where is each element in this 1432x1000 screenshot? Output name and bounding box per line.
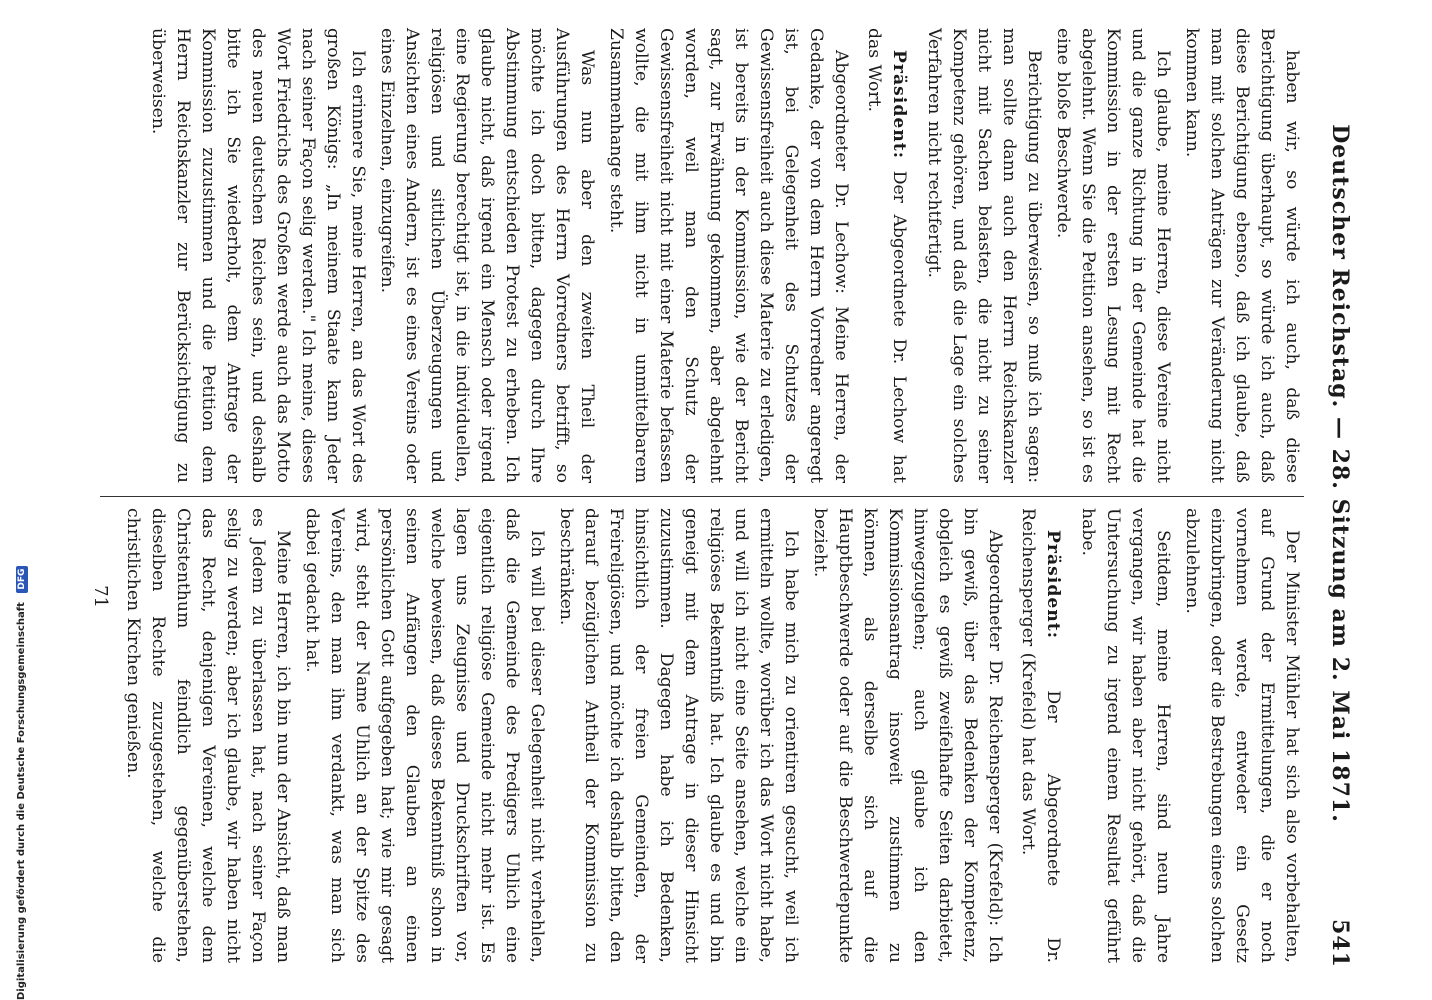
paragraph: Ich habe mich zu orientiren gesucht, weil ich ermitteln wollte, worüber ich das Wort nicht habe, und will ich nicht eine Seite ansehen, welche ein religiöses Bekenntniß hat. Ich glaube es und bin geneigt mit dem Antrage in dieser Hinsicht zuzustimmen. Dagegen habe ich Bedenken, hinsichtlich der freien Gemeinden, der Freireligiösen, und möchte ich deshalb bitten, den darauf bezüglichen Antheil der Kommission zu beschränken. (556, 508, 801, 963)
digitization-credit (16, 566, 28, 1000)
page-number: 541 (1327, 919, 1353, 968)
paragraph: Der Minister Mühler hat sich also vorbehalten, auf Grund der Ermittelungen, die er noch vornehmen werde, entweder ein Gesetz einzubringen, oder die Bestrebungen eines solchen abzulehnen. (1182, 508, 1302, 963)
speaker-line (1015, 508, 1065, 963)
paragraph: haben wir, so würde ich auch, daß diese Berichtigung überhaupt, so würde ich auch, daß diese Berichtigung ebenso, daß ich glaube, daß man mit solchen Anträgen zur Veränderung nicht kommen kann. (1182, 28, 1302, 483)
speaker-line (861, 28, 911, 483)
text-column-right (60, 508, 1304, 963)
paragraph: Berichtigung zu überweisen, so muß ich sagen: man sollte dann auch den Herrn Reichskanzler nicht mit Sachen belasten, die nicht zu seiner Kompetenz gehören, und daß die Lage ein solches Verfahren nicht rechtfertigt. (924, 28, 1044, 483)
signature-mark: 71 (90, 585, 111, 608)
column-divider (100, 496, 1304, 497)
paragraph: Ich will bei dieser Gelegenheit nicht verhehlen, daß die Gemeinde des Predigers Uhlich eine eigentlich religiöse Gemeinde nicht mehr ist. Es lagen uns Zeugnisse und Druckschriften vor, welche beweisen, daß dieses Bekenntniß schon in seinen Anfängen den Glauben an einen persönlichen Gott aufgegeben hat; wie mir gesagt wird, steht der Name Uhlich an der Spitze des Vereins, den man ihm verdankt, was man sich dabei gedacht hat. (302, 508, 547, 963)
speaker-name: Präsident: (1043, 530, 1063, 640)
paragraph: Abgeordneter Dr. Reichensperger (Krefeld): Ich bin gewiß, über das Bedenken der Kompetenz, obgleich es gewiß zweifelhafte Seiten darbietet, hinwegzugehen; auch glaube ich den Kommissionsantrag insoweit zustimmen zu können, als derselbe sich auf die Hauptbeschwerde oder auf die Beschwerdepunkte bezieht. (810, 508, 1005, 963)
speaker-text: Der Abgeordnete Dr. Lechow hat das Wort. (864, 28, 909, 483)
text-column-left (60, 28, 1304, 483)
paragraph: Meine Herren, ich bin nun der Ansicht, daß man es Jedem zu überlassen hat, nach seiner Façon selig zu werden; aber ich glaube, wir haben nicht das Recht, denjenigen Vereinen, welche dem Christenthum feindlich gegenüberstehen, dieselben Rechte zuzugestehen, welche die christlichen Kirchen genießen. (123, 508, 293, 963)
speaker-name: Präsident: (889, 50, 909, 160)
credit-text: Digitalisierung gefördert durch die Deutsche Forschungsgemeinschaft (16, 602, 27, 1000)
paragraph: Seitdem, meine Herren, sind neun Jahre vergangen, wir haben aber nicht gehört, daß die Untersuchung zu irgend einem Resultat geführt habe. (1078, 508, 1173, 963)
paragraph: Was nun aber den zweiten Theil der Ausführungen des Herrn Vorredners betrifft, so möchte ich doch bitten, dagegen durch Ihre Abstimmung entschieden Protest zu erheben. Ich glaube nicht, daß irgend ein Mensch oder irgend eine Regierung berechtigt ist, in die individuellen, religiösen und sittlichen Überzeugungen und Ansichten eines Andern, ist es eines Vereins oder eines Einzelnen, einzugreifen. (377, 28, 597, 483)
paragraph: Ich erinnere Sie, meine Herren, an das Wort des großen Königs: „In meinem Staate kann Jeder nach seiner Façon selig werden." Ich meine, dieses Wort Friedrichs des Großen werde auch das Motto des neuen deutschen Reiches sein, und deshalb bitte ich Sie wiederholt, dem Antrage der Kommission zuzustimmen und die Petition dem Herrn Reichskanzler zur Berücksichtigung zu überweisen. (148, 28, 368, 483)
header-title: Deutscher Reichstag. — 28. Sitzung am 2. Mai 1871. (1327, 124, 1353, 823)
paragraph: Ich glaube, meine Herren, diese Vereine nicht und die ganze Richtung in der Gemeinde hat die Kommission in der ersten Lesung mit Recht abgelehnt. Wenn Sie die Petition ansehen, so ist es eine bloße Beschwerde. (1053, 28, 1173, 483)
running-header (1320, 28, 1360, 968)
dfg-logo: DFG (16, 566, 28, 593)
rotated-document-page (60, 8, 1360, 988)
paragraph: Abgeordneter Dr. Lechow: Meine Herren, der Gedanke, der von dem Herrn Vorredner angeregt ist, bei Gelegenheit des Schutzes der Gewissensfreiheit auch diese Materie zu erledigen, ist bereits in der Kommission, wie der Bericht sagt, zur Erwähnung gekommen, aber abgelehnt worden, weil man den Schutz der Gewissensfreiheit nicht mit einer Materie befassen wollte, die mit ihm nicht in unmittelbarem Zusammenhange steht. (606, 28, 851, 483)
speaker-text: Der Abgeordnete Dr. Reichensperger (Krefeld) hat das Wort. (1018, 508, 1063, 964)
